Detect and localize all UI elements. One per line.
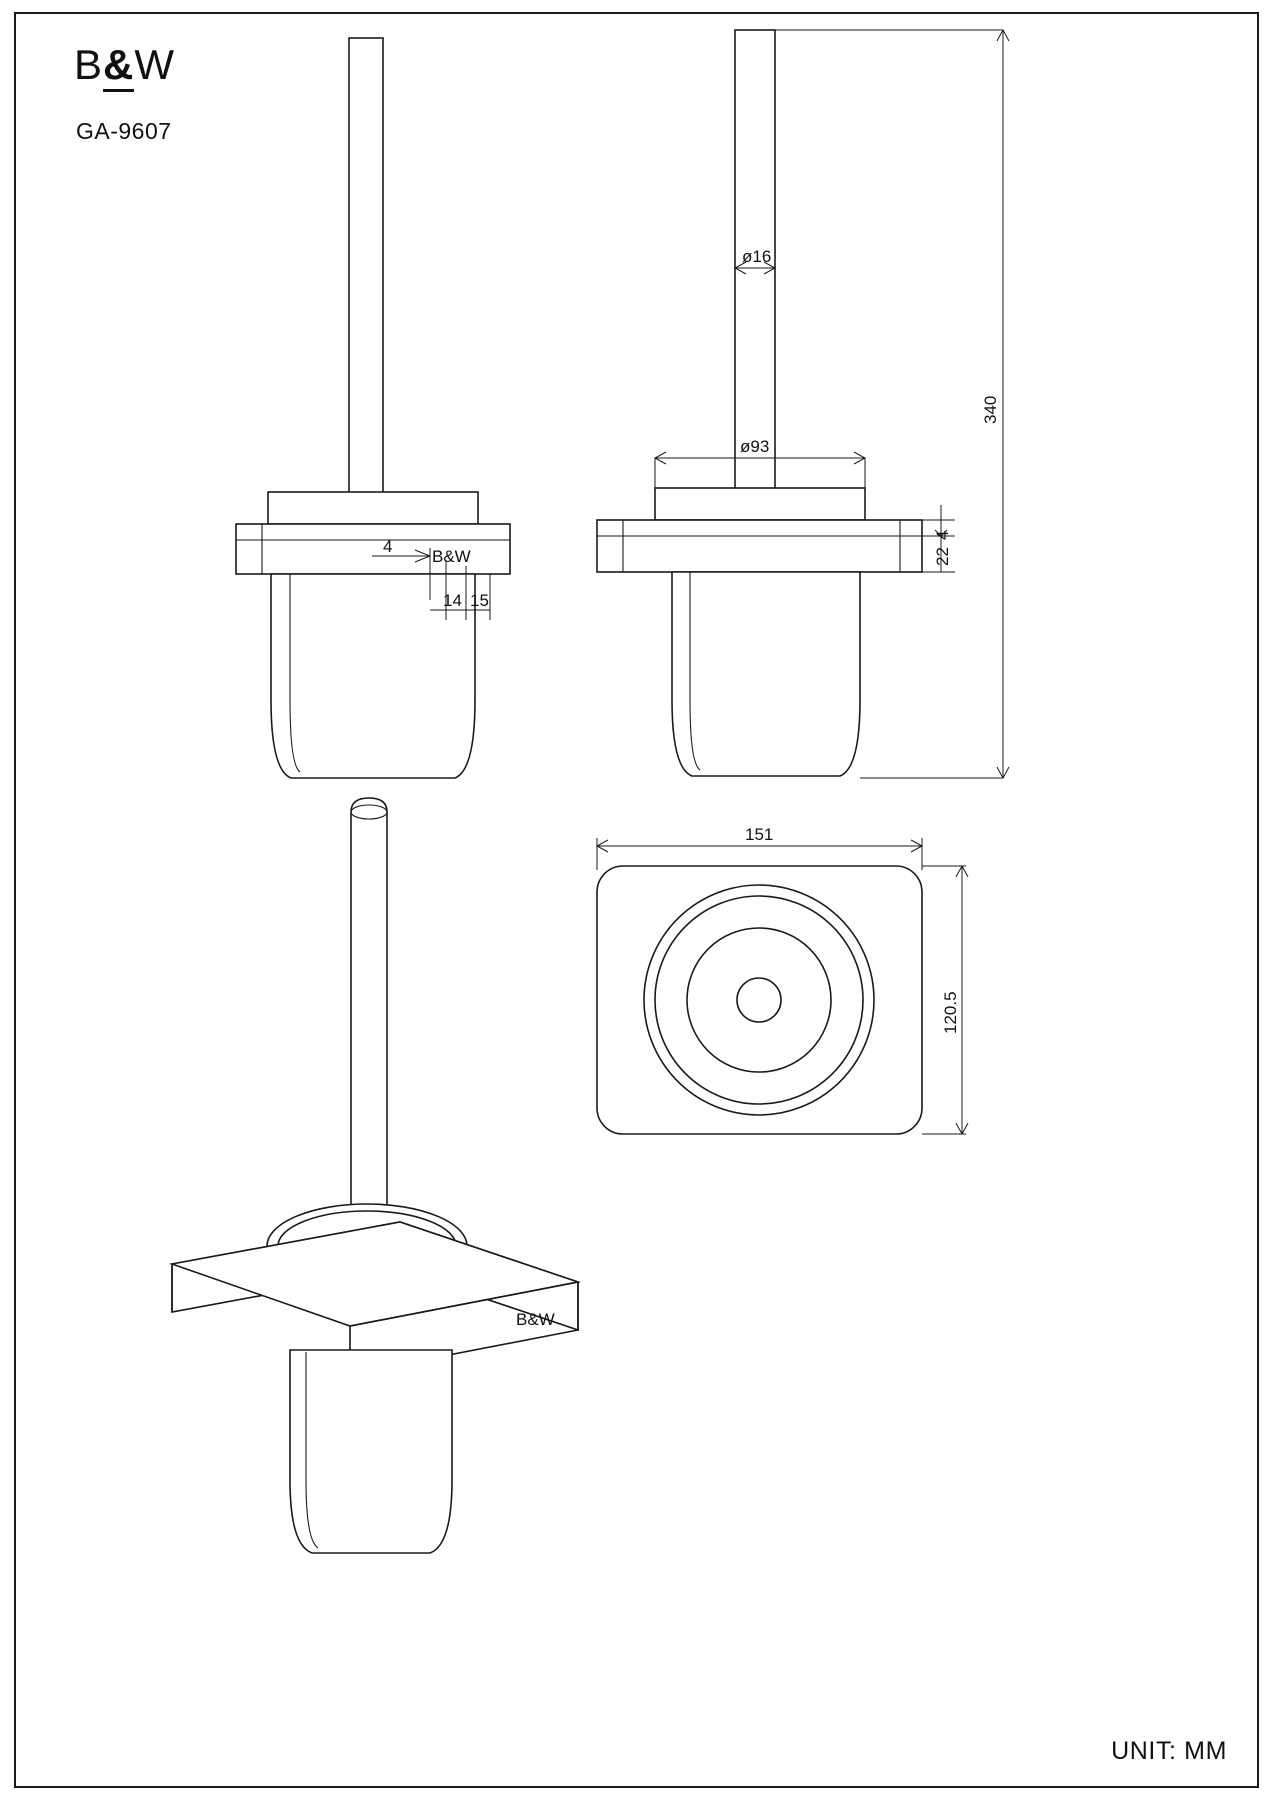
model-number: GA-9607 <box>76 118 172 144</box>
front-elevation-view <box>236 38 510 778</box>
dim-plate-depth: 120.5 <box>941 991 960 1034</box>
dim-plate-thickness: 22 <box>933 547 952 566</box>
plate-logo-iso: B&W <box>516 1310 555 1329</box>
dim-14-front: 14 <box>443 591 462 610</box>
dim-handle-diameter: ø16 <box>742 247 772 266</box>
top-view <box>597 825 968 1134</box>
brand-logo-b: B <box>74 41 104 88</box>
dim-plate-lip: 4 <box>933 530 952 540</box>
brand-logo-w: W <box>134 41 176 88</box>
unit-note: UNIT: MM <box>1111 1737 1227 1765</box>
dim-15-front: 15 <box>470 591 489 610</box>
dim-lid-diameter: ø93 <box>740 437 770 456</box>
dim-overall-height: 340 <box>981 395 1000 424</box>
isometric-view <box>172 798 578 1553</box>
brand-logo-ampersand: & <box>103 41 134 92</box>
dim-4-front: 4 <box>383 537 393 556</box>
plate-logo-front: B&W <box>432 547 471 566</box>
dim-plate-width: 151 <box>745 825 774 844</box>
side-elevation-view <box>597 30 1009 778</box>
